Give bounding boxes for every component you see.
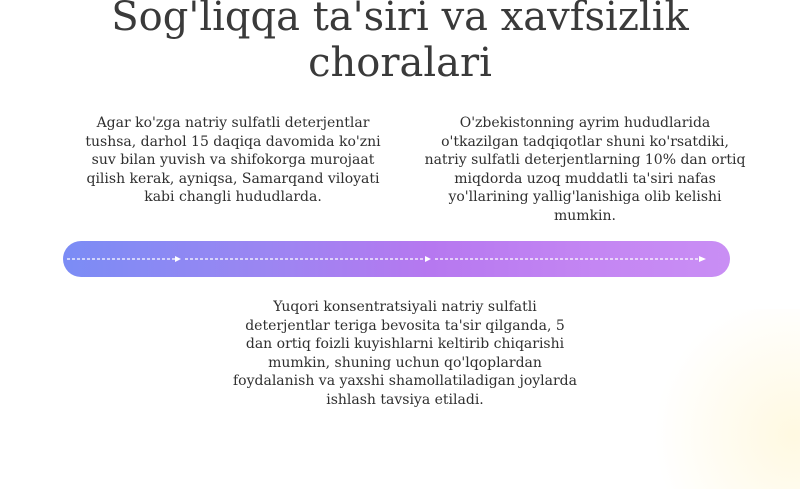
- arrow-head-3-icon: [699, 256, 706, 262]
- bottom-text-block: Yuqori konsentratsiyali natriy sulfatli deterjentlar teriga bevosita ta'sir qilganda, 5 dan ortiq foizli kuyishlarni keltirib chiqarishi mumkin, shuning uchun qo'lqoplardan foydalanish va yaxshi shamollatiladigan joylarda ishlash tavsiya etiladi.: [233, 299, 577, 408]
- arrow-head-1-icon: [175, 256, 181, 262]
- arrow-head-2-icon: [425, 256, 431, 262]
- right-text-block: O'zbekistonning ayrim hududlarida o'tkazilgan tadqiqotlar shuni ko'rsatdiki, natriy sulfatli deterjentlarning 10% dan ortiq miqdorda uzoq muddatli ta'siri nafas yo'llarining yallig'lanishiga olib kelishi mumkin.: [424, 115, 746, 224]
- slide-title-line-2: choralari: [308, 40, 492, 86]
- background-glow: [640, 309, 800, 489]
- timeline-bar: [63, 241, 730, 277]
- slide-title-line-1: Sog'liqqa ta'siri va xavfsizlik: [111, 0, 689, 40]
- timeline-arrows: [63, 241, 730, 277]
- left-text-block: Agar ko'zga natriy sulfatli deterjentlar tushsa, darhol 15 daqiqa davomida ko'zni suv bilan yuvish va shifokorga murojaat qilish kerak, ayniqsa, Samarqand viloyati kabi changli hududlarda.: [85, 115, 381, 205]
- slide-title: [0, 0, 800, 86]
